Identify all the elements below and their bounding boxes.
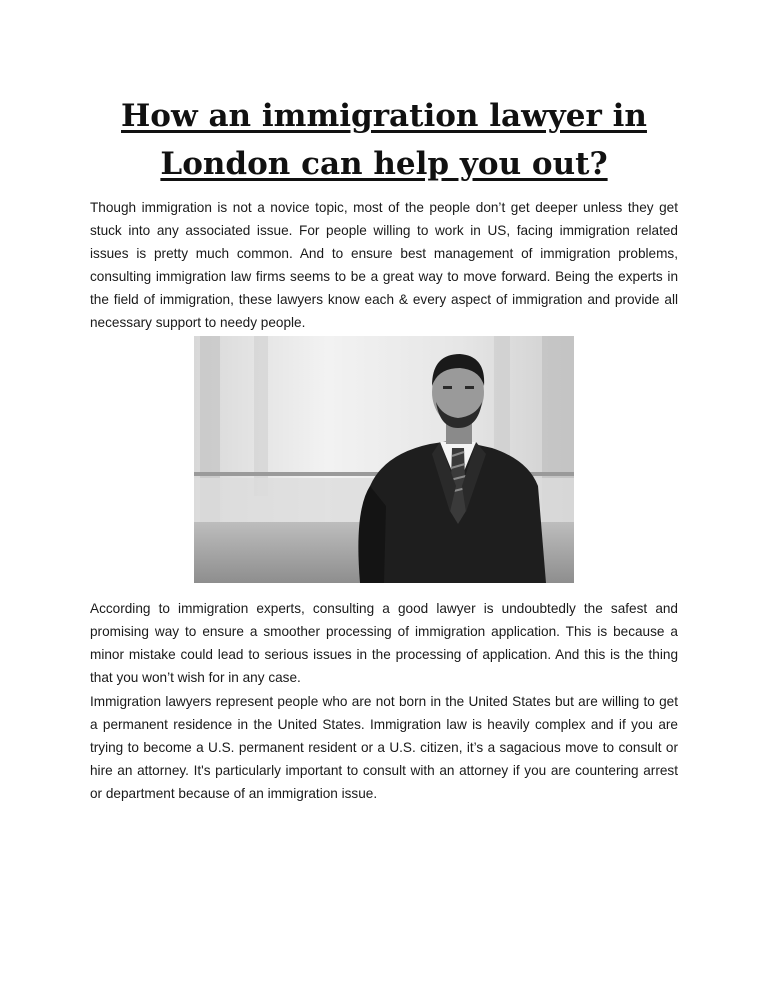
lawyers-paragraph: Immigration lawyers represent people who are not born in the United States but are willing to get a permanent residence in the United States. Immigration law is heavily complex and if you are trying to become a U.S. permanent resident or a U.S. citizen, it’s a sagacious move to consult or hire an attorney. It's particularly important to consult with an attorney if you are countering arrest or department because of an immigration issue. [90, 694, 678, 801]
intro-paragraph: Though immigration is not a novice topic, most of the people don’t get deeper unless they get stuck into any associated issue. For people willing to work in US, facing immigration related issues is pretty much common. And to ensure best management of immigration problems, consulting immigration law firms seems to be a great way to move forward. Being the experts in the field of immigration, these lawyers know each & every aspect of immigration and provide all necessary support to needy people. [90, 200, 678, 330]
page-title: How an immigration lawyer in London can help you out? [121, 98, 647, 182]
experts-paragraph: According to immigration experts, consulting a good lawyer is undoubtedly the safest and promising way to ensure a smoother processing of immigration application. This is because a minor mistake could lead to serious issues in the processing of application. And this is the thing that you won’t wish for in any case. [90, 601, 678, 685]
lawyer-photo [194, 336, 574, 583]
